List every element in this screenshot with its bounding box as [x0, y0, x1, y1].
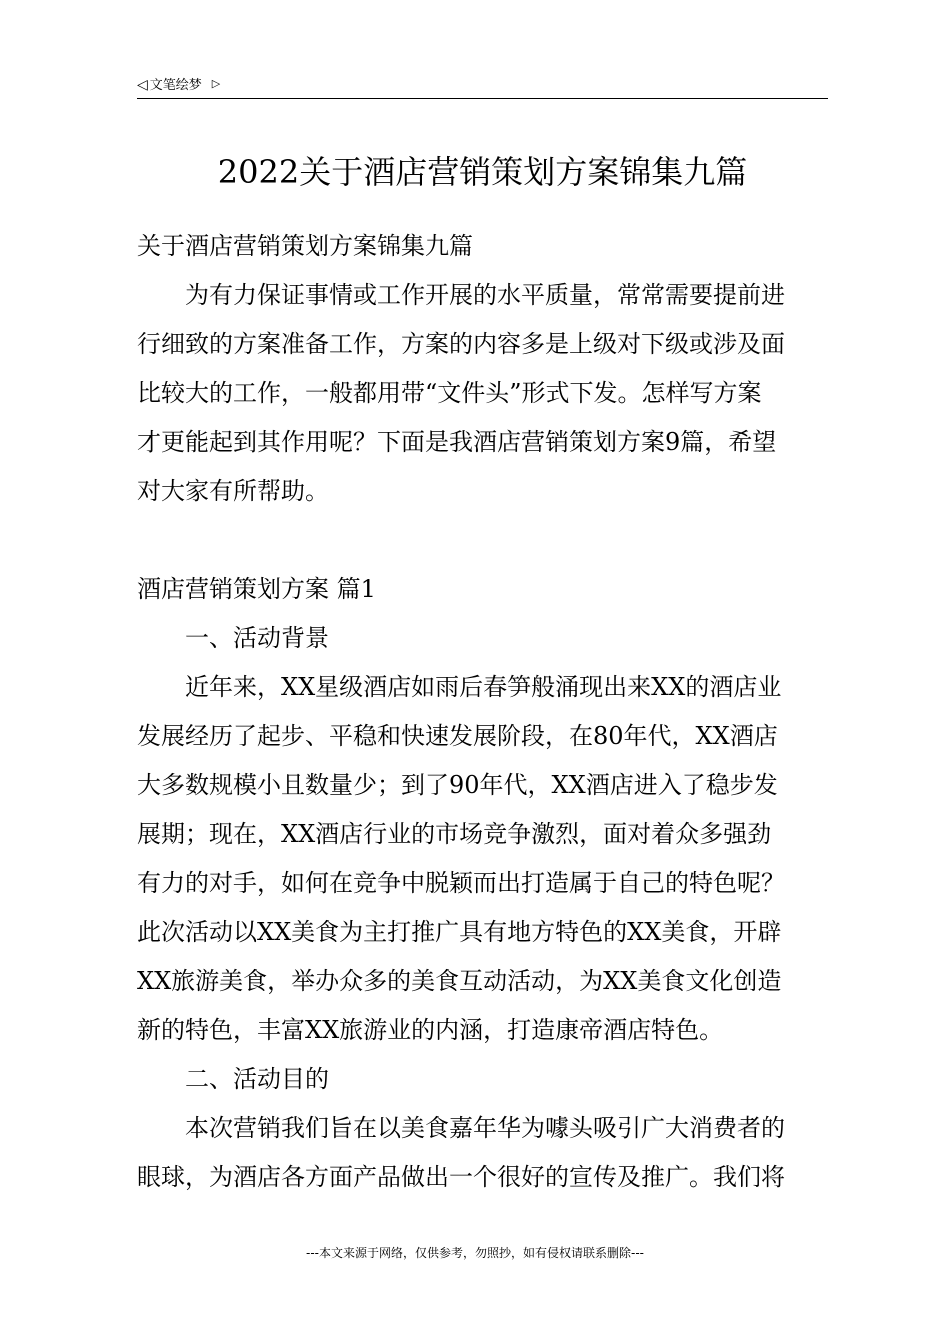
background-line: 新的特色，丰富XX旅游业的内涵，打造康帝酒店特色。 [137, 1016, 724, 1044]
page-footer: ---本文来源于网络，仅供参考，勿照抄，如有侵权请联系删除--- [306, 1246, 644, 1260]
background-paragraph [137, 663, 828, 712]
background-line: XX旅游美食，举办众多的美食互动活动，为XX美食文化创造 [137, 967, 782, 995]
intro-line: 比较大的工作，一般都用带“文件头”形式下发。怎样写方案 [137, 379, 762, 407]
document-body [137, 222, 828, 1202]
goal-heading: 二、活动目的 [185, 1065, 329, 1093]
goal-line: 眼球，为酒店各方面产品做出一个很好的宣传及推广。我们将 [137, 1163, 785, 1191]
background-line: 有力的对手，如何在竞争中脱颖而出打造属于自己的特色呢？ [137, 869, 785, 897]
background-line: 展期；现在，XX酒店行业的市场竞争激烈，面对着众多强劲 [137, 820, 772, 848]
document-title: 2022关于酒店营销策划方案锦集九篇 [217, 153, 748, 191]
intro-line: 对大家有所帮助。 [137, 477, 329, 505]
intro-line: 才更能起到其作用呢？下面是我酒店营销策划方案9篇，希望 [137, 428, 777, 456]
blank-line [137, 516, 828, 565]
intro-line: 为有力保证事情或工作开展的水平质量，常常需要提前进 [185, 281, 785, 309]
page-header [137, 74, 828, 99]
triangle-right-icon: ▷ [211, 77, 221, 90]
intro-paragraph [137, 271, 828, 320]
triangle-left-icon: ◁ [137, 77, 148, 93]
goal-paragraph-cont [137, 1153, 828, 1202]
background-heading: 一、活动背景 [185, 624, 329, 652]
brand-name: 文笔绘梦 [149, 78, 202, 93]
intro-line: 行细致的方案准备工作，方案的内容多是上级对下级或涉及面 [137, 330, 785, 358]
goal-paragraph [137, 1104, 828, 1153]
section-heading: 酒店营销策划方案 篇1 [137, 575, 376, 603]
subtitle: 关于酒店营销策划方案锦集九篇 [137, 232, 473, 260]
background-line: 大多数规模小且数量少；到了90年代，XX酒店进入了稳步发 [137, 771, 778, 799]
background-line: 发展经历了起步、平稳和快速发展阶段，在80年代，XX酒店 [137, 722, 778, 750]
background-line: 此次活动以XX美食为主打推广具有地方特色的XX美食，开辟 [137, 918, 782, 946]
background-paragraph-cont [137, 712, 828, 1055]
goal-line: 本次营销我们旨在以美食嘉年华为噱头吸引广大消费者的 [185, 1114, 785, 1142]
background-line: 近年来，XX星级酒店如雨后春笋般涌现出来XX的酒店业 [185, 673, 782, 701]
intro-paragraph-cont [137, 320, 828, 516]
